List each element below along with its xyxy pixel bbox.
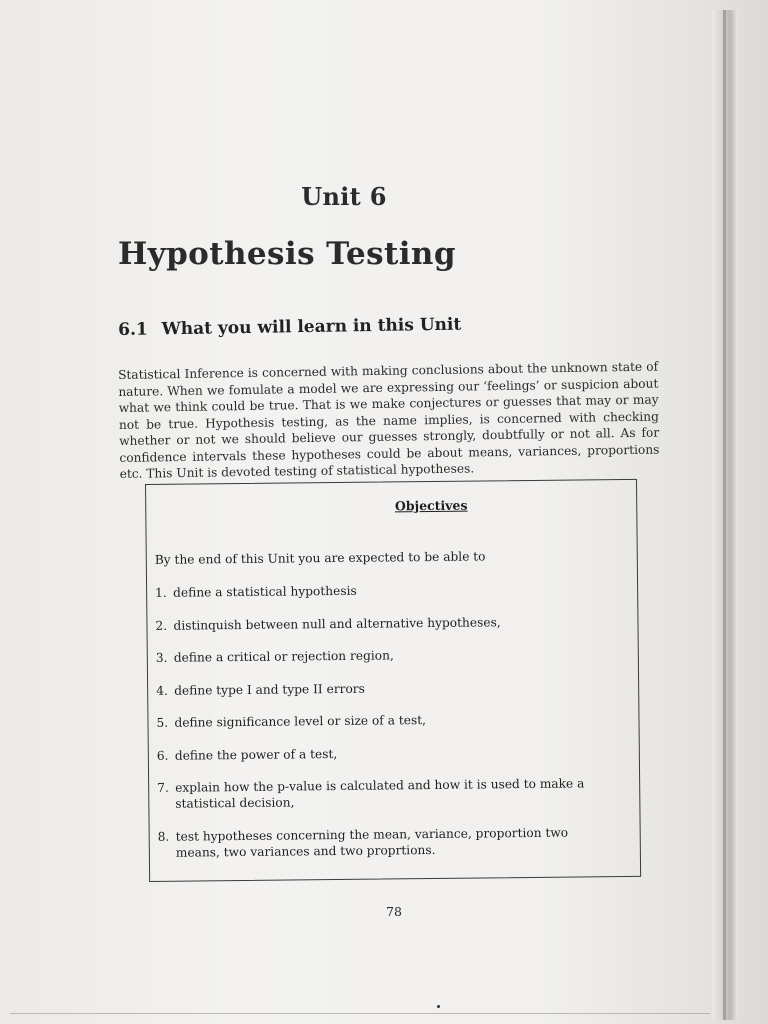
objectives-title: Objectives (394, 497, 468, 514)
scan-edge-line (10, 1013, 710, 1014)
objective-number: 8. (157, 829, 170, 844)
objective-text: test hypotheses concerning the mean, variance, proportion two means, two variances and two proprtions. (175, 825, 569, 860)
objective-number: 6. (156, 748, 169, 763)
objective-number: 4. (156, 683, 168, 698)
section-number: 6.1 (118, 319, 148, 340)
objective-text: explain how the p-value is calculated and how it is used to make a statistical decision, (175, 776, 585, 811)
objectives-box (145, 479, 641, 882)
objective-item (156, 710, 596, 731)
objective-item (155, 613, 595, 634)
objective-item (156, 678, 596, 699)
scan-speck (437, 1005, 440, 1008)
objective-text: define the power of a test, (174, 746, 338, 763)
chapter-title: Hypothesis Testing (118, 236, 456, 272)
objective-number: 7. (157, 780, 169, 795)
objective-text: define a critical or rejection region, (173, 648, 394, 665)
objective-text: define significance level or size of a test, (174, 713, 427, 730)
page-number: 78 (386, 904, 402, 919)
section-heading (118, 315, 461, 340)
objective-text: distinquish between null and alternative hypotheses, (173, 614, 501, 633)
objective-item (157, 775, 597, 812)
objectives-list (155, 580, 598, 877)
objectives-intro: By the end of this Unit you are expected to be able to (154, 549, 486, 567)
objective-number: 5. (156, 715, 169, 730)
objective-number: 1. (155, 585, 167, 600)
section-title: What you will learn in this Unit (161, 314, 462, 340)
objective-item (156, 645, 596, 666)
book-spine-edge (723, 10, 726, 1020)
unit-label: Unit 6 (301, 182, 387, 211)
objective-number: 2. (155, 618, 168, 633)
objective-item (157, 743, 597, 764)
objective-item (158, 824, 598, 861)
objective-text: define type I and type II errors (174, 681, 365, 698)
objective-item (155, 580, 595, 601)
objective-text: define a statistical hypothesis (173, 583, 357, 600)
intro-paragraph: Statistical Inference is concerned with making conclusions about the unknown state of nature. When we fomulate a model we are expressing our ‘feelings’ or suspicion about what we think could be true. That is we make conjectures or guesses that may or may not be true. Hypothesis testing, as the name implies, is concerned with checking whether or not we should believe our guesses strongly, doubtfully or not all. As for confidence intervals these hypotheses could be about means, variances, proportions etc. This Unit is devoted testing of statistical hypotheses. (118, 359, 660, 482)
objective-number: 3. (155, 650, 168, 665)
